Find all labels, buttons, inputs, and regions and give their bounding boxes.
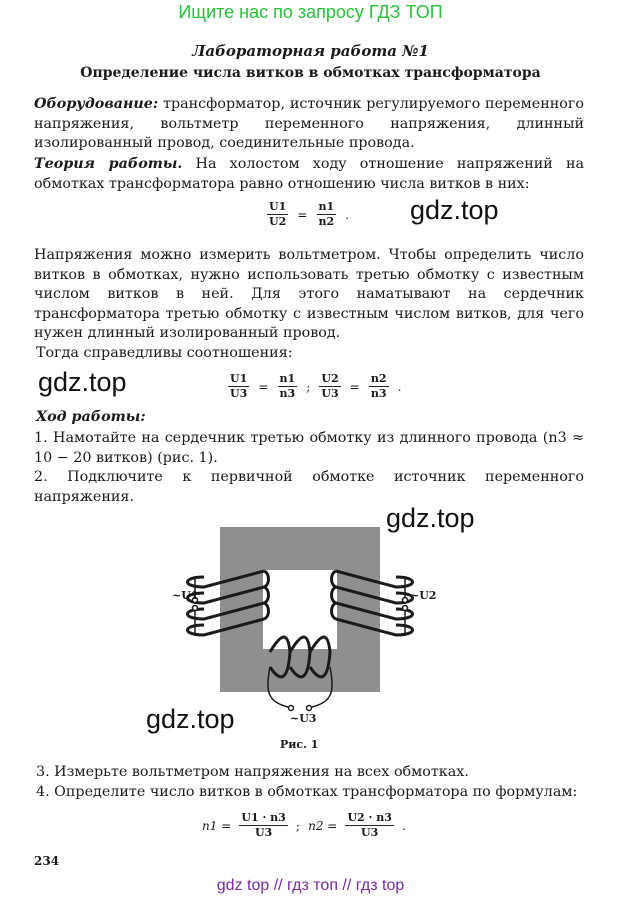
- lhs-n2: n2 =: [308, 818, 338, 833]
- step-1: 1. Намотайте на сердечник третью обмотку из длинного провода (n3 ≈ 10 − 20 витков) (рис. 1).: [34, 430, 584, 466]
- equals-sign: =: [349, 379, 360, 394]
- step-4: 4. Определите число витков в обмотках трансформатора по формулам:: [36, 784, 578, 800]
- fraction-den: U3: [361, 826, 379, 839]
- period: .: [402, 818, 406, 833]
- formula-ratio: [265, 200, 351, 229]
- fraction-num: U1 · n3: [241, 811, 286, 824]
- period: .: [345, 207, 350, 222]
- step-2: 2. Подключите к первичной обмотке источник переменного напряжения.: [34, 469, 584, 505]
- fraction-den: U2: [269, 215, 287, 228]
- theory-label: Теория работы.: [34, 156, 183, 172]
- fraction-num: U1: [230, 372, 248, 385]
- fraction-num: U2: [321, 372, 339, 385]
- fraction-num: n1: [279, 372, 296, 385]
- watermark: gdz.top: [146, 704, 235, 734]
- fraction-den: n3: [279, 387, 296, 400]
- fraction: [319, 372, 340, 401]
- step-3: 3. Измерьте вольтметром напряжения на всех обмотках.: [36, 764, 469, 780]
- fraction-den: n2: [318, 215, 335, 228]
- paragraph-relations: Тогда справедливы соотношения:: [36, 345, 293, 361]
- fraction-num: n1: [318, 200, 335, 213]
- page-number: 234: [34, 854, 60, 868]
- footer-links[interactable]: gdz top // гдз топ // гдз top: [216, 877, 405, 894]
- equals-sign: =: [258, 379, 269, 394]
- paragraph-voltmeter: Напряжения можно измерить вольтметром. Чтобы определить число витков в обмотках, нужно использовать третью обмотку с известным числом витков в ней. Для этого наматывают на сердечник трансформатора третью обмотку с известным числом витков, для чего нужен длинный изолированный провод.: [34, 247, 584, 341]
- separator: ;: [295, 818, 300, 833]
- procedure-heading: [36, 408, 586, 428]
- theory-text: На холостом ходу отношение напряжений на обмотках трансформатора равно отношению числа витков в них:: [34, 156, 585, 192]
- fraction-num: U2 · n3: [347, 811, 392, 824]
- watermark: gdz.top: [410, 195, 499, 225]
- label-u3: ~U3: [290, 712, 317, 725]
- lab-subtitle: Определение числа витков в обмотках трансформатора: [80, 65, 541, 81]
- fraction-den: U3: [230, 387, 248, 400]
- watermark: gdz.top: [38, 367, 127, 397]
- label-u1: ~U1: [172, 589, 199, 602]
- fraction-den: n3: [370, 387, 387, 400]
- period: .: [397, 379, 402, 394]
- fraction: [345, 811, 393, 840]
- fraction-u: [267, 200, 288, 229]
- equipment-label: Оборудование:: [34, 96, 159, 112]
- label-u2: ~U2: [410, 589, 437, 602]
- figure-caption: Рис. 1: [280, 738, 319, 751]
- formula-turns: [200, 811, 408, 840]
- watermark: gdz.top: [386, 503, 475, 533]
- formula-relations: [226, 372, 403, 401]
- theory-paragraph: [34, 155, 584, 194]
- fraction-den: U3: [254, 826, 273, 839]
- lab-title: Лабораторная работа №1: [192, 42, 429, 60]
- separator: ;: [306, 379, 311, 394]
- equipment-paragraph: [34, 95, 584, 154]
- fraction-n: [317, 200, 337, 229]
- fraction: [239, 811, 287, 840]
- fraction-num: U1: [269, 200, 287, 213]
- fraction: [369, 372, 389, 401]
- top-banner[interactable]: Ищите нас по запросу ГДЗ ТОП: [178, 2, 443, 22]
- fraction: [228, 372, 249, 401]
- fraction-den: U3: [321, 387, 339, 400]
- equipment-text: трансформатор, источник регулируемого переменного напряжения, вольтметр переменного напряжения, длинный изолированный провод, соединительные провода.: [34, 96, 584, 151]
- fraction-num: n2: [370, 372, 387, 385]
- fraction: [278, 372, 298, 401]
- equals-sign: =: [297, 207, 308, 222]
- lhs-n1: n1 =: [202, 818, 232, 833]
- procedure-label: Ход работы:: [36, 409, 146, 425]
